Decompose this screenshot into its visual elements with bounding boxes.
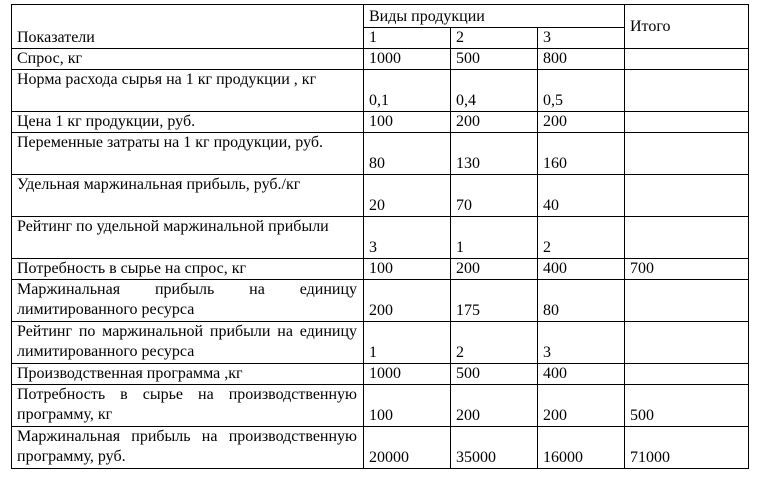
row-label: Маржинальная прибыль на производственную программу, руб.	[12, 427, 364, 469]
cell-product-3: 200	[538, 385, 625, 427]
cell-product-3: 80	[538, 280, 625, 322]
table-row	[12, 322, 749, 364]
table-row	[12, 175, 749, 217]
header-product-2: 2	[451, 28, 538, 49]
header-indicators: Показатели	[12, 5, 364, 49]
table-row	[12, 49, 749, 70]
cell-product-1: 200	[364, 280, 451, 322]
cell-product-1: 100	[364, 259, 451, 280]
table-row	[12, 112, 749, 133]
cell-product-2: 500	[451, 364, 538, 385]
row-label: Маржинальная прибыль на единицу лимитированного ресурса	[12, 280, 364, 322]
table-row	[12, 70, 749, 112]
table-row	[12, 364, 749, 385]
cell-product-1: 0,1	[364, 70, 451, 112]
document-page	[11, 4, 749, 469]
row-label: Норма расхода сырья на 1 кг продукции , кг	[12, 70, 364, 112]
cell-product-3: 40	[538, 175, 625, 217]
cell-product-2: 200	[451, 112, 538, 133]
cell-product-2: 130	[451, 133, 538, 175]
cell-product-2: 70	[451, 175, 538, 217]
cell-product-3: 0,5	[538, 70, 625, 112]
cell-product-1: 20000	[364, 427, 451, 469]
header-product-3: 3	[538, 28, 625, 49]
cell-total	[625, 133, 749, 175]
cell-product-2: 500	[451, 49, 538, 70]
cell-product-1: 100	[364, 112, 451, 133]
cell-product-1: 1	[364, 322, 451, 364]
table-row	[12, 217, 749, 259]
cell-total	[625, 322, 749, 364]
contribution-margin-table	[11, 4, 749, 469]
cell-total: 700	[625, 259, 749, 280]
table-row	[12, 385, 749, 427]
cell-product-2: 1	[451, 217, 538, 259]
cell-product-1: 3	[364, 217, 451, 259]
cell-total	[625, 280, 749, 322]
cell-product-2: 200	[451, 259, 538, 280]
cell-total	[625, 175, 749, 217]
row-label: Переменные затраты на 1 кг продукции, руб.	[12, 133, 364, 175]
row-label: Рейтинг по удельной маржинальной прибыли	[12, 217, 364, 259]
row-label: Потребность в сырье на спрос, кг	[12, 259, 364, 280]
table-row	[12, 133, 749, 175]
header-product-1: 1	[364, 28, 451, 49]
cell-product-3: 16000	[538, 427, 625, 469]
cell-total	[625, 49, 749, 70]
cell-product-2: 175	[451, 280, 538, 322]
cell-total	[625, 112, 749, 133]
cell-product-1: 100	[364, 385, 451, 427]
cell-product-3: 400	[538, 259, 625, 280]
cell-total	[625, 70, 749, 112]
table-row	[12, 427, 749, 469]
table-header-row-1	[12, 5, 749, 28]
cell-product-2: 0,4	[451, 70, 538, 112]
cell-total: 500	[625, 385, 749, 427]
row-label: Спрос, кг	[12, 49, 364, 70]
cell-product-2: 35000	[451, 427, 538, 469]
cell-product-3: 400	[538, 364, 625, 385]
header-total: Итого	[625, 5, 749, 49]
cell-product-3: 2	[538, 217, 625, 259]
cell-product-1: 1000	[364, 364, 451, 385]
cell-product-3: 3	[538, 322, 625, 364]
table-row	[12, 280, 749, 322]
row-label: Цена 1 кг продукции, руб.	[12, 112, 364, 133]
table-row	[12, 259, 749, 280]
cell-product-3: 200	[538, 112, 625, 133]
cell-total	[625, 364, 749, 385]
cell-product-3: 800	[538, 49, 625, 70]
row-label: Удельная маржинальная прибыль, руб./кг	[12, 175, 364, 217]
row-label: Потребность в сырье на производственную программу, кг	[12, 385, 364, 427]
cell-total: 71000	[625, 427, 749, 469]
cell-product-1: 1000	[364, 49, 451, 70]
row-label: Производственная программа ,кг	[12, 364, 364, 385]
cell-product-1: 80	[364, 133, 451, 175]
row-label: Рейтинг по маржинальной прибыли на единицу лимитированного ресурса	[12, 322, 364, 364]
cell-product-1: 20	[364, 175, 451, 217]
cell-product-3: 160	[538, 133, 625, 175]
header-product-types: Виды продукции	[364, 5, 625, 28]
cell-product-2: 2	[451, 322, 538, 364]
cell-total	[625, 217, 749, 259]
cell-product-2: 200	[451, 385, 538, 427]
